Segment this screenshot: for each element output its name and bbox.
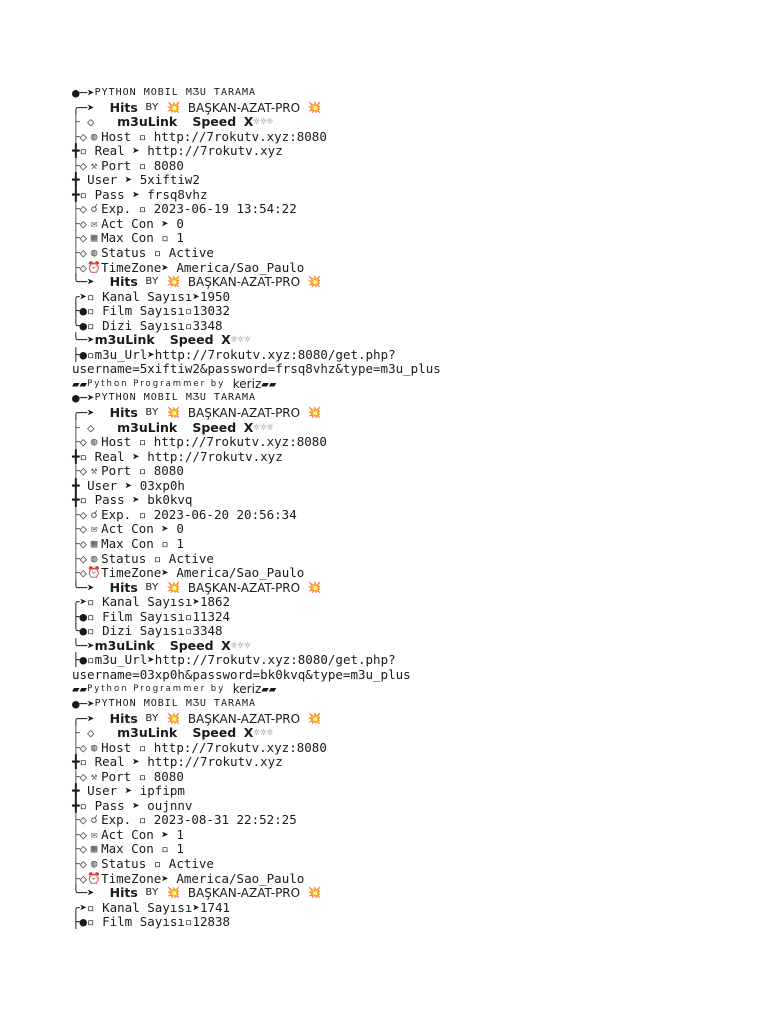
act-con-line: ├◇ ✉ Act Con ➤ 0 bbox=[72, 215, 184, 231]
user-line: ╋ User ➤ 5xiftiw2 bbox=[72, 172, 200, 188]
explosion-icon: 💥 bbox=[166, 275, 181, 289]
building-icon: ▦ bbox=[90, 231, 98, 245]
status-line: ├◇ ◍ Status ▫ Active bbox=[72, 550, 214, 566]
hits-footer-line: ╰─➤ Hits BY 💥 BAŞKAN-AZAT-PRO 💥 bbox=[72, 274, 322, 290]
explosion-icon: 💥 bbox=[166, 406, 181, 420]
max-con-line: ├◇ ▦ Max Con ▫ 1 bbox=[72, 841, 184, 857]
kanal-line: ╭➤▫ Kanal Sayısı ➤ 1950 bbox=[72, 288, 231, 304]
explosion-icon: 💥 bbox=[307, 580, 322, 594]
dizi-line: ╰●▫ Dizi Sayısı ▫ 3348 bbox=[72, 623, 223, 639]
dizi-line: ╰●▫ Dizi Sayısı ▫ 3348 bbox=[72, 317, 223, 333]
hit-record bbox=[72, 86, 762, 391]
globe-icon: ◍ bbox=[90, 435, 98, 449]
programmer-footer: ▰▰ Python Programmer by keriz ▰▰ bbox=[72, 681, 277, 697]
hits-line: ╭─➤ Hits BY 💥 BAŞKAN-AZAT-PRO 💥 bbox=[72, 405, 322, 421]
m3u-url-line-2 bbox=[72, 362, 762, 377]
m3u-url-params[interactable]: username=5xiftiw2&password=frsq8vhz&type=m3u_plus bbox=[72, 361, 441, 377]
explosion-icon: 💥 bbox=[166, 580, 181, 594]
building-icon: ▦ bbox=[90, 536, 98, 550]
header-line: ●─➤ PYTHON MOBIL MƷU TARAMA bbox=[72, 85, 257, 100]
programmer-footer: ▰▰ Python Programmer by keriz ▰▰ bbox=[72, 375, 277, 391]
hits-footer-line: ╰─➤ Hits BY 💥 BAŞKAN-AZAT-PRO 💥 bbox=[72, 579, 322, 595]
m3ulink-speed-line: ├ ◇ m3uLink Speed X ☼☼☼ bbox=[72, 725, 274, 741]
explosion-icon: 💥 bbox=[166, 886, 181, 900]
globe-icon: ◍ bbox=[90, 740, 98, 754]
port-line: ├◇ ⚒ Port ▫ 8080 bbox=[72, 157, 184, 173]
hits-line: ╭─➤ Hits BY 💥 BAŞKAN-AZAT-PRO 💥 bbox=[72, 99, 322, 115]
host-line: ├◇ ◍ Host ▫ http://7rokutv.xyz:8080 bbox=[72, 128, 327, 144]
timezone-line: ├◇ ⏰ TimeZone ➤ America/Sao_Paulo bbox=[72, 870, 305, 886]
port-line: ├◇ ⚒ Port ▫ 8080 bbox=[72, 463, 184, 479]
hit-report-document bbox=[72, 86, 762, 930]
hit-record bbox=[72, 697, 762, 930]
user-line: ╋ User ➤ 03xp0h bbox=[72, 477, 185, 493]
timezone-line: ├◇ ⏰ TimeZone ➤ America/Sao_Paulo bbox=[72, 565, 305, 581]
explosion-icon: 💥 bbox=[307, 406, 322, 420]
explosion-icon: 💥 bbox=[307, 100, 322, 114]
explosion-icon: 💥 bbox=[166, 711, 181, 725]
real-line: ╋▫ Real ➤ http://7rokutv.xyz bbox=[72, 754, 283, 770]
globe-icon: ◍ bbox=[90, 246, 98, 260]
max-con-line: ├◇ ▦ Max Con ▫ 1 bbox=[72, 230, 184, 246]
kanal-line: ╭➤▫ Kanal Sayısı ➤ 1741 bbox=[72, 899, 231, 915]
m3u-url-link[interactable]: http://7rokutv.xyz:8080/get.php? bbox=[154, 652, 396, 668]
clock-icon: ⏰ bbox=[87, 566, 101, 580]
user-line: ╋ User ➤ ipfipm bbox=[72, 783, 185, 799]
tools-icon: ⚒ bbox=[90, 769, 98, 783]
film-line: ├●▫ Film Sayısı ▫ 11324 bbox=[72, 608, 231, 624]
star-icons: ☼☼☼ bbox=[230, 333, 251, 347]
globe-icon: ◍ bbox=[90, 856, 98, 870]
star-icons: ☼☼☼ bbox=[230, 638, 251, 652]
clock-icon: ⏰ bbox=[87, 871, 101, 885]
exp-line: ├◇ ☌ Exp. ▫ 2023-08-31 22:52:25 bbox=[72, 812, 297, 828]
globe-icon: ◍ bbox=[90, 129, 98, 143]
explosion-icon: 💥 bbox=[307, 711, 322, 725]
status-line: ├◇ ◍ Status ▫ Active bbox=[72, 855, 214, 871]
star-icons: ☼☼☼ bbox=[253, 726, 274, 740]
m3u-url-link[interactable]: http://7rokutv.xyz:8080/get.php? bbox=[154, 346, 396, 362]
envelope-icon: ✉ bbox=[90, 522, 98, 536]
clock-icon: ⏰ bbox=[87, 260, 101, 274]
real-line: ╋▫ Real ➤ http://7rokutv.xyz bbox=[72, 143, 283, 159]
pass-line: ╋▫ Pass ➤ oujnnv bbox=[72, 797, 193, 813]
hand-icon: ☌ bbox=[90, 202, 98, 216]
star-icons: ☼☼☼ bbox=[253, 115, 274, 129]
m3ulink-speed-line: ├ ◇ m3uLink Speed X ☼☼☼ bbox=[72, 114, 274, 130]
status-line: ├◇ ◍ Status ▫ Active bbox=[72, 245, 214, 261]
m3u-url-line: ├●▫ m3u_Url ➤ http://7rokutv.xyz:8080/get.php? bbox=[72, 346, 396, 362]
host-line: ├◇ ◍ Host ▫ http://7rokutv.xyz:8080 bbox=[72, 739, 327, 755]
header-line: ●─➤ PYTHON MOBIL MƷU TARAMA bbox=[72, 695, 257, 711]
m3ulink-speed-line: ├ ◇ m3uLink Speed X ☼☼☼ bbox=[72, 419, 274, 435]
kanal-line: ╭➤▫ Kanal Sayısı ➤ 1862 bbox=[72, 594, 231, 610]
building-icon: ▦ bbox=[90, 842, 98, 856]
tools-icon: ⚒ bbox=[90, 464, 98, 478]
pass-line: ╋▫ Pass ➤ frsq8vhz bbox=[72, 186, 208, 202]
m3u-url-line: ├●▫ m3u_Url ➤ http://7rokutv.xyz:8080/get.php? bbox=[72, 652, 396, 668]
envelope-icon: ✉ bbox=[90, 827, 98, 841]
explosion-icon: 💥 bbox=[166, 100, 181, 114]
hand-icon: ☌ bbox=[90, 813, 98, 827]
hit-record bbox=[72, 391, 762, 696]
film-line: ├●▫ Film Sayısı ▫ 13032 bbox=[72, 303, 231, 319]
envelope-icon: ✉ bbox=[90, 216, 98, 230]
exp-line: ├◇ ☌ Exp. ▫ 2023-06-20 20:56:34 bbox=[72, 506, 297, 522]
globe-icon: ◍ bbox=[90, 551, 98, 565]
explosion-icon: 💥 bbox=[307, 275, 322, 289]
film-line: ├●▫ Film Sayısı ▫ 12838 bbox=[72, 914, 231, 930]
host-line: ├◇ ◍ Host ▫ http://7rokutv.xyz:8080 bbox=[72, 434, 327, 450]
hits-footer-line: ╰─➤ Hits BY 💥 BAŞKAN-AZAT-PRO 💥 bbox=[72, 885, 322, 901]
m3u-url-params[interactable]: username=03xp0h&password=bk0kvq&type=m3u_plus bbox=[72, 666, 411, 682]
max-con-line: ├◇ ▦ Max Con ▫ 1 bbox=[72, 535, 184, 551]
header-line: ●─➤ PYTHON MOBIL MƷU TARAMA bbox=[72, 390, 257, 406]
hits-line: ╭─➤ Hits BY 💥 BAŞKAN-AZAT-PRO 💥 bbox=[72, 710, 322, 726]
tools-icon: ⚒ bbox=[90, 158, 98, 172]
act-con-line: ├◇ ✉ Act Con ➤ 1 bbox=[72, 826, 184, 842]
m3ulink-speed-line: ╰─➤ m3uLink Speed X ☼☼☼ bbox=[72, 637, 251, 653]
star-icons: ☼☼☼ bbox=[253, 420, 274, 434]
port-line: ├◇ ⚒ Port ▫ 8080 bbox=[72, 768, 184, 784]
m3ulink-speed-line: ╰─➤ m3uLink Speed X ☼☼☼ bbox=[72, 332, 251, 348]
m3u-url-line-2 bbox=[72, 668, 762, 683]
pass-line: ╋▫ Pass ➤ bk0kvq bbox=[72, 492, 193, 508]
explosion-icon: 💥 bbox=[307, 886, 322, 900]
real-line: ╋▫ Real ➤ http://7rokutv.xyz bbox=[72, 448, 283, 464]
exp-line: ├◇ ☌ Exp. ▫ 2023-06-19 13:54:22 bbox=[72, 201, 297, 217]
act-con-line: ├◇ ✉ Act Con ➤ 0 bbox=[72, 521, 184, 537]
timezone-line: ├◇ ⏰ TimeZone ➤ America/Sao_Paulo bbox=[72, 259, 305, 275]
hand-icon: ☌ bbox=[90, 507, 98, 521]
